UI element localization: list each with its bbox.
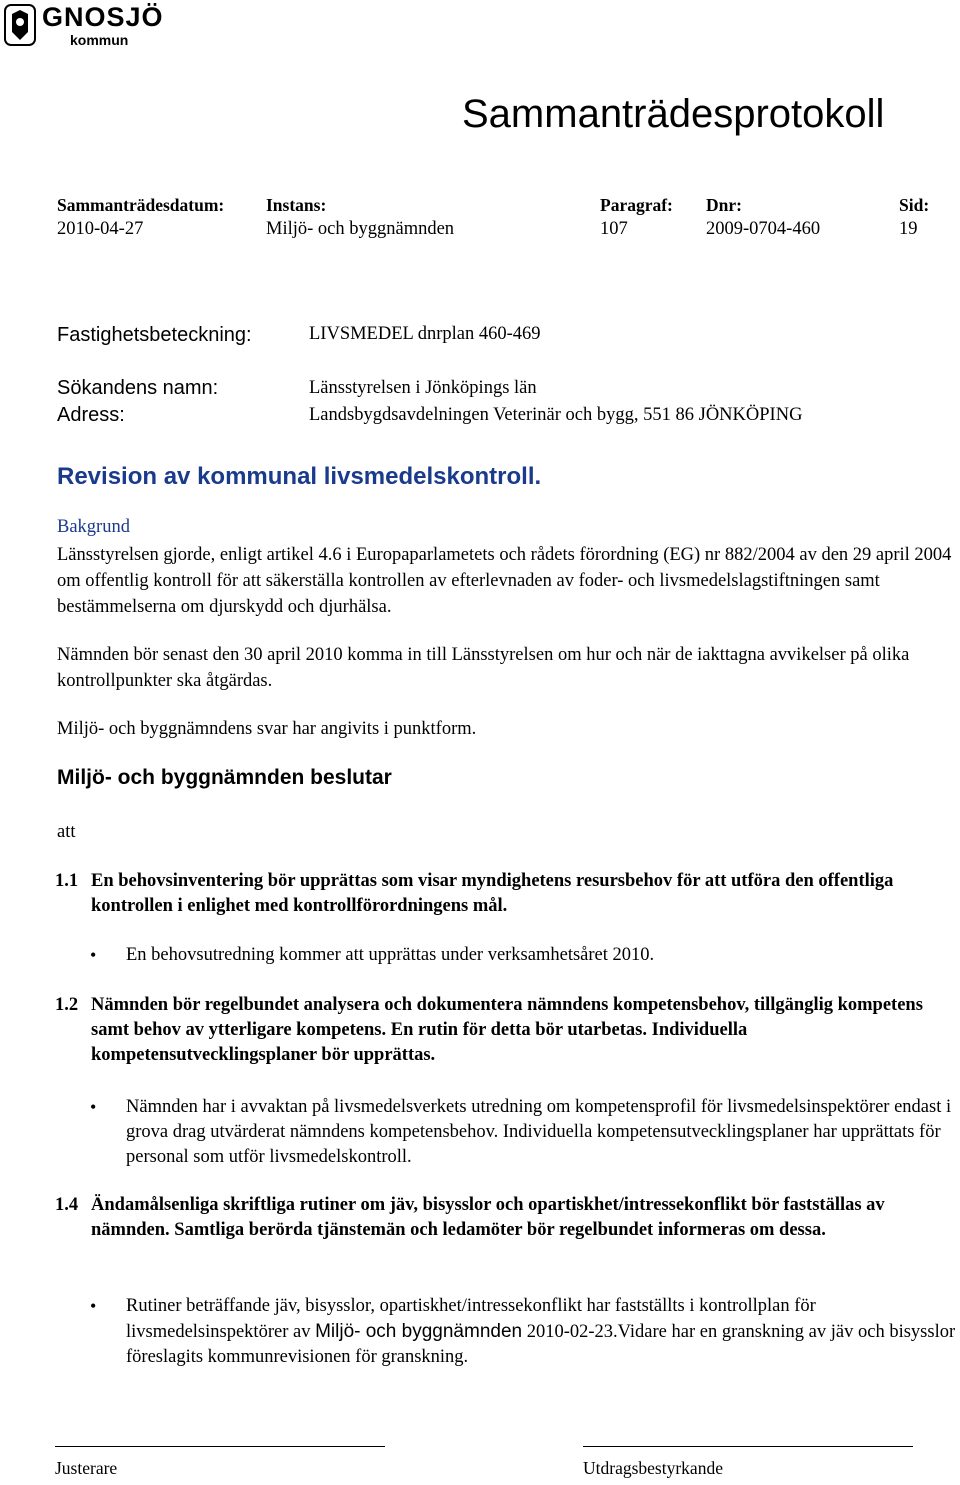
- applicant-label: Sökandens namn:: [57, 377, 219, 399]
- property-value: LIVSMEDEL dnrplan 460-469: [309, 324, 541, 344]
- applicant-value: Länsstyrelsen i Jönköpings län: [309, 378, 537, 398]
- signature-right-label: Utdragsbestyrkande: [583, 1458, 723, 1478]
- paragraph-deadline: Nämnden bör senast den 30 april 2010 komma in till Länsstyrelsen om hur och när de iakttagna avvikelser på olika kontrollpunkter ska åtgärdas.: [57, 645, 910, 691]
- background-heading: Bakgrund: [57, 517, 130, 537]
- item-number: 1.2: [55, 995, 79, 1015]
- document-title: Sammanträdesprotokoll: [462, 92, 885, 136]
- bullet-text-part: Rutiner beträffande jäv, bisysslor, opartiskhet/intressekonflikt har fastställts i kontrollplan för livsmedelsinspektörer av: [126, 1296, 816, 1342]
- item-number: 1.1: [55, 871, 79, 891]
- paragraph-background: Länsstyrelsen gjorde, enligt artikel 4.6 i Europaparlametets och rådets förordning (EG) nr 882/2004 av den 29 april 2004 om offentlig kontroll för att säkerställa kontrollen av efterlevnaden av foder- och livsmedelslagstiftningen samt bestämmelserna om djurskydd och djurhälsa.: [57, 545, 952, 617]
- bullet-text: [126, 1294, 960, 1370]
- att-label: att: [57, 822, 76, 842]
- paragraph-answer-note: Miljö- och byggnämndens svar har angivits i punktform.: [57, 719, 477, 739]
- section-heading: Revision av kommunal livsmedelskontroll.: [57, 463, 542, 490]
- address-label: Adress:: [57, 404, 125, 426]
- property-label: Fastighetsbeteckning:: [57, 324, 252, 346]
- bullet-text: En behovsutredning kommer att upprättas under verksamhetsåret 2010.: [126, 945, 655, 965]
- paragraph-value: 107: [600, 219, 628, 239]
- instance-label: Instans:: [266, 195, 327, 215]
- bullet-text: Nämnden har i avvaktan på livsmedelsverkets utredning om kompetensprofil för livsmedelsinspektörer endast i grova drag utvärderat nämndens kompetensbehov. Individuella kompetensutvecklingsplaner har upprättats för personal som utför livsmedelskontroll.: [126, 1097, 952, 1167]
- signature-left-label: Justerare: [55, 1458, 118, 1478]
- address-value: Landsbygdsavdelningen Veterinär och bygg, 551 86 JÖNKÖPING: [309, 405, 803, 425]
- signature-line-left: [55, 1446, 385, 1447]
- decision-heading: Miljö- och byggnämnden beslutar: [57, 766, 392, 789]
- bullet-text-part: 2010-02-23.Vidare har en granskning av jäv och bisysslor föreslagits kommunrevisionen för granskning.: [126, 1322, 956, 1367]
- item-text: En behovsinventering bör upprättas som visar myndighetens resursbehov för att utföra den offentliga kontrollen i enlighet med kontrollförordningens mål.: [91, 871, 894, 916]
- committee-name: Miljö- och byggnämnden: [315, 1321, 523, 1342]
- signature-line-right: [583, 1446, 913, 1447]
- bullet-1-4: [90, 1294, 960, 1370]
- dnr-label: Dnr:: [706, 195, 742, 215]
- page-label: Sid:: [899, 195, 930, 215]
- page-value: 19: [899, 219, 918, 239]
- item-text: Nämnden bör regelbundet analysera och dokumentera nämndens kompetensbehov, tillgänglig kompetens samt behov av ytterligare kompetens. En rutin för detta bör utarbetas. Individuella kompetensutvecklingsplaner bör upprättas.: [91, 995, 923, 1065]
- bullet-icon: •: [90, 1097, 97, 1117]
- logo-name: GNOSJÖ: [42, 2, 164, 32]
- paragraph-label: Paragraf:: [600, 195, 673, 215]
- bullet-1-2: [90, 1095, 960, 1170]
- item-number: 1.4: [55, 1195, 79, 1215]
- item-1-4: [55, 1193, 960, 1243]
- instance-value: Miljö- och byggnämnden: [266, 219, 455, 239]
- item-1-2: [55, 993, 960, 1068]
- dnr-value: 2009-0704-460: [706, 219, 821, 239]
- meeting-date-value: 2010-04-27: [57, 219, 144, 239]
- item-text: Ändamålsenliga skriftliga rutiner om jäv, bisysslor och opartiskhet/intressekonflikt bör fastställas av nämnden. Samtliga berörda tjänstemän och ledamöter bör regelbundet informeras om dessa.: [91, 1195, 885, 1240]
- bullet-1-1: [90, 943, 960, 968]
- logo-sub: kommun: [70, 32, 129, 48]
- bullet-icon: •: [90, 945, 97, 965]
- municipality-logo: [4, 2, 174, 50]
- meeting-date-label: Sammanträdesdatum:: [57, 195, 225, 215]
- bullet-icon: •: [90, 1296, 97, 1316]
- item-1-1: [55, 869, 960, 919]
